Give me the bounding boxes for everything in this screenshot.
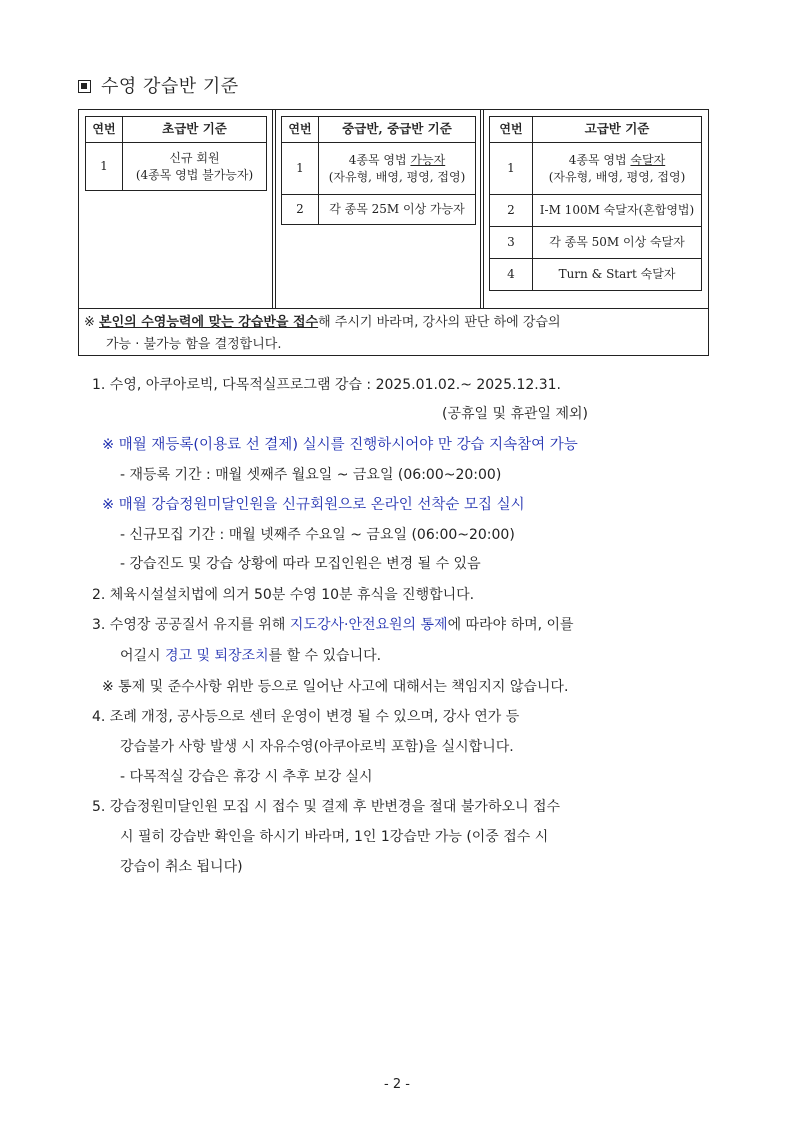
section-title: 수영 강습반 기준 <box>78 72 239 98</box>
column-divider <box>272 110 276 308</box>
row-desc: 각 종목 50M 이상 숙달자 <box>533 227 702 259</box>
note-emphasis: 본인의 수영능력에 맞는 강습반을 접수 <box>99 315 319 330</box>
table-row <box>490 259 702 291</box>
list-item-sub: - 강습진도 및 강습 상황에 따라 모집인원은 변경 될 수 있음 <box>120 556 481 572</box>
list-item: 3. 수영장 공공질서 유지를 위해 지도강사·안전요원의 통제에 따라야 하며, 이를 <box>92 617 574 633</box>
notice-new-members: ※ 매월 강습정원미달인원을 신규회원으로 온라인 선착순 모집 실시 <box>102 497 525 513</box>
list-item-note: ※ 통제 및 준수사항 위반 등으로 일어난 사고에 대해서는 책임지지 않습니다. <box>102 679 569 695</box>
list-item: 2. 체육시설설치법에 의거 50분 수영 10분 휴식을 진행합니다. <box>92 587 475 603</box>
beginner-table <box>85 116 267 191</box>
row-desc: 4종목 영법 가능자 (자유형, 배영, 평영, 접영) <box>319 143 476 195</box>
row-num: 2 <box>490 195 533 227</box>
table-row <box>282 143 476 195</box>
list-item-sub: - 신규모집 기간 : 매월 넷째주 수요일 ~ 금요일 (06:00~20:00) <box>120 527 515 543</box>
col-header-num: 연번 <box>86 117 123 143</box>
row-desc: Turn & Start 숙달자 <box>533 259 702 291</box>
table-row <box>490 227 702 259</box>
list-item-cont: 시 필히 강습반 확인을 하시기 바라며, 1인 1강습만 가능 (이중 접수 시 <box>120 829 549 845</box>
list-item: 1. 수영, 아쿠아로빅, 다목적실프로그램 강습 : 2025.01.02.~ 2025.12.31. <box>92 377 561 393</box>
list-item-sub: - 다목적실 강습은 휴강 시 추후 보강 실시 <box>120 769 373 785</box>
row-desc: 각 종목 25M 이상 가능자 <box>319 195 476 225</box>
advanced-table <box>489 116 702 291</box>
list-item: 4. 조례 개정, 공사등으로 센터 운영이 변경 될 수 있으며, 강사 연가 등 <box>92 709 520 725</box>
note-text: ※ 본인의 수영능력에 맞는 강습반을 접수해 주시기 바라며, 강사의 판단 하에 강습의 가능 · 불가능 함을 결정합니다. <box>84 315 561 352</box>
row-divider <box>79 308 708 309</box>
table-row <box>86 143 267 191</box>
col-header-num: 연번 <box>282 117 319 143</box>
list-item-cont: 강습이 취소 됩니다) <box>120 859 243 875</box>
row-desc: 신규 회원 (4종목 영법 불가능자) <box>123 143 267 191</box>
row-num: 3 <box>490 227 533 259</box>
row-num: 1 <box>86 143 123 191</box>
row-num: 4 <box>490 259 533 291</box>
table-row <box>490 143 702 195</box>
list-item-cont: 어길시 경고 및 퇴장조치를 할 수 있습니다. <box>120 648 382 664</box>
table-row <box>490 195 702 227</box>
list-item-cont: 강습불가 사항 발생 시 자유수영(아쿠아로빅 포함)을 실시합니다. <box>120 739 514 755</box>
page-number: - 2 - <box>384 1077 410 1092</box>
row-num: 1 <box>490 143 533 195</box>
list-item-sub: (공휴일 및 휴관일 제외) <box>442 406 588 422</box>
row-num: 1 <box>282 143 319 195</box>
col-header-title: 초급반 기준 <box>123 117 267 143</box>
row-desc: 4종목 영법 숙달자 (자유형, 배영, 평영, 접영) <box>533 143 702 195</box>
list-item-sub: - 재등록 기간 : 매월 셋째주 월요일 ~ 금요일 (06:00~20:00) <box>120 467 502 483</box>
notice-re-register: ※ 매월 재등록(이용료 선 결제) 실시를 진행하시어야 만 강습 지속참여 가능 <box>102 437 578 453</box>
checkbox-square-icon <box>78 80 91 93</box>
col-header-num: 연번 <box>490 117 533 143</box>
table-row <box>282 195 476 225</box>
row-num: 2 <box>282 195 319 225</box>
col-header-title: 고급반 기준 <box>533 117 702 143</box>
row-desc: I-M 100M 숙달자(혼합영법) <box>533 195 702 227</box>
intermediate-table <box>281 116 476 225</box>
list-item: 5. 강습정원미달인원 모집 시 접수 및 결제 후 반변경을 절대 불가하오니 접수 <box>92 799 561 815</box>
column-divider <box>480 110 484 308</box>
col-header-title: 중급반, 중급반 기준 <box>319 117 476 143</box>
